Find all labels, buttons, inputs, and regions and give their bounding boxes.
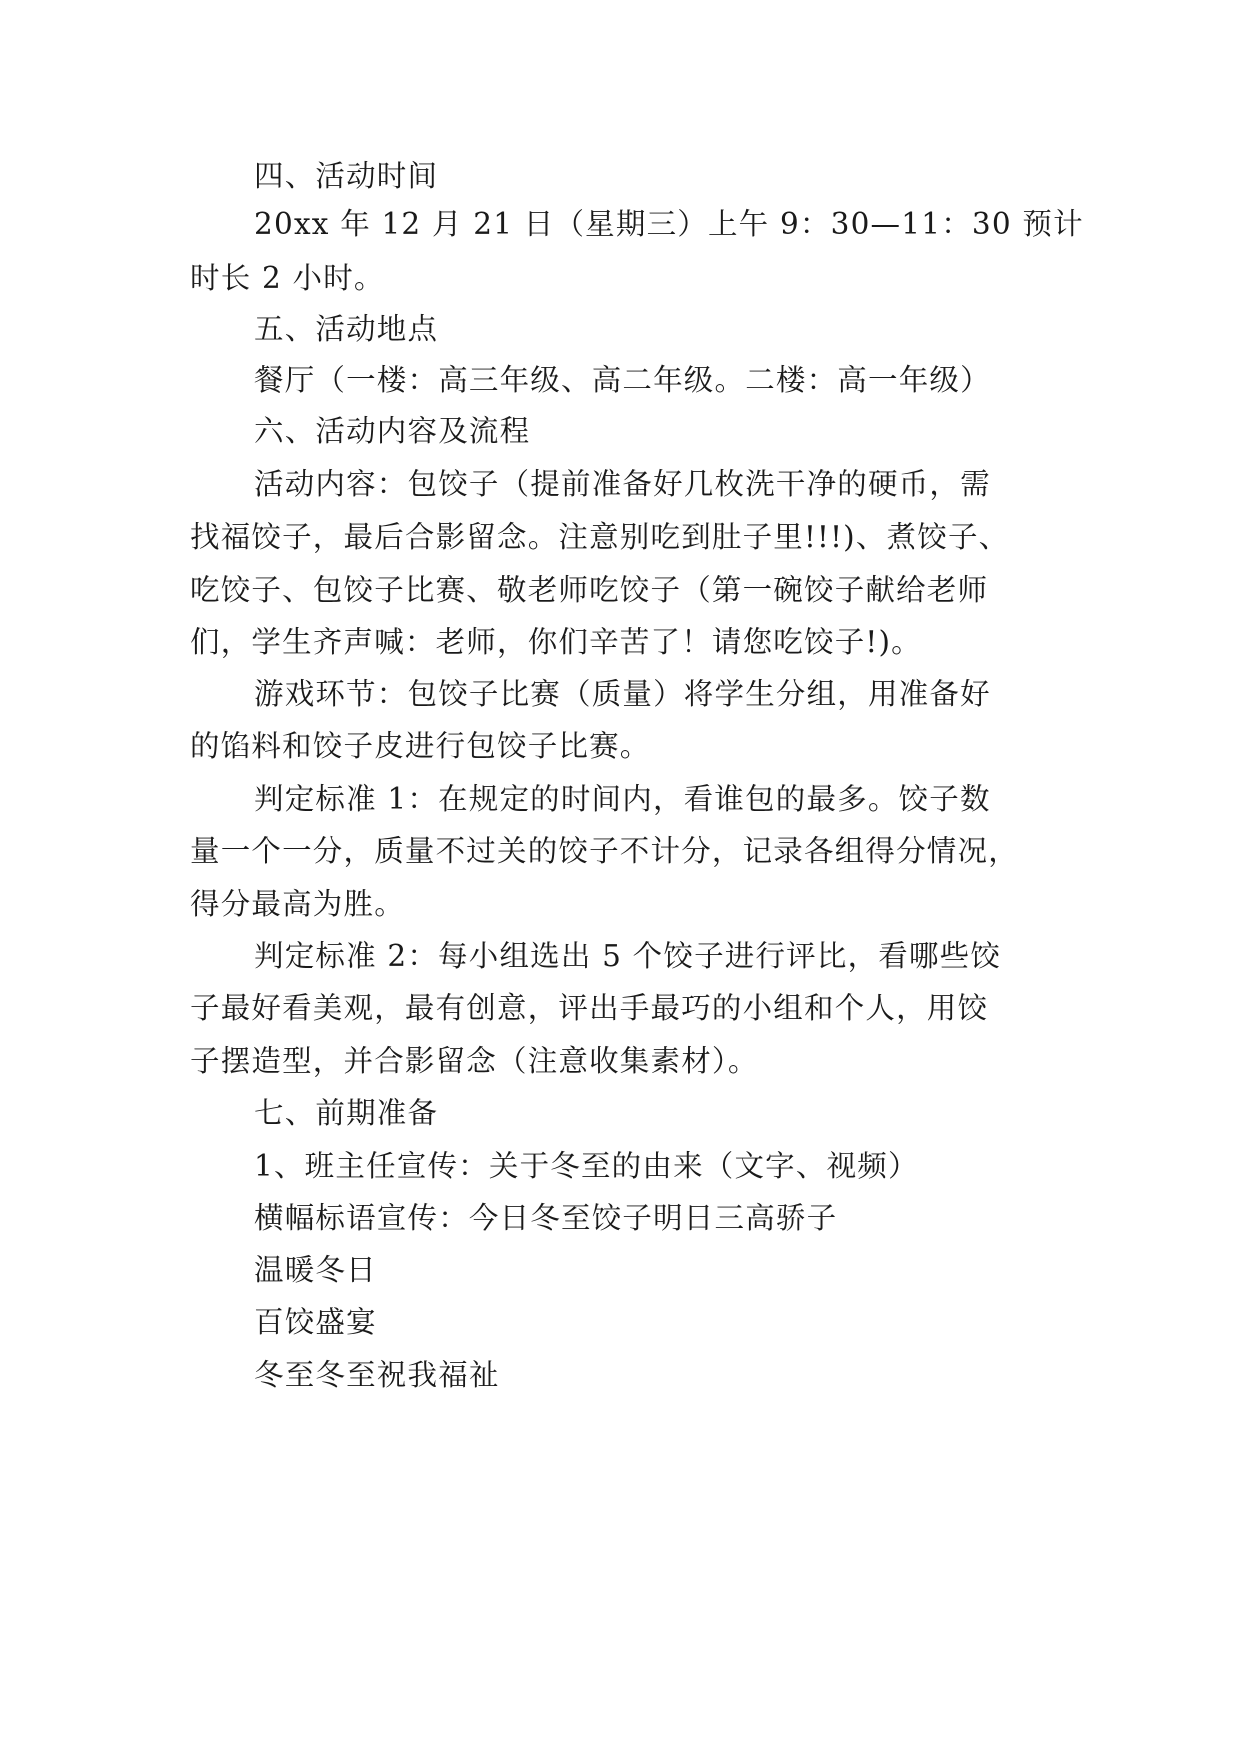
section-heading-activity-location: 五、活动地点 xyxy=(254,312,439,346)
section-heading-preparation: 七、前期准备 xyxy=(254,1096,439,1130)
section-heading-content-and-process: 六、活动内容及流程 xyxy=(254,414,531,448)
paragraph-line: 判定标准 2：每小组选出 5 个饺子进行评比，看哪些饺 xyxy=(254,939,1002,973)
paragraph-line: 判定标准 1：在规定的时间内，看谁包的最多。饺子数 xyxy=(254,782,991,816)
paragraph-line: 们，学生齐声喊：老师，你们辛苦了！请您吃饺子!)。 xyxy=(190,625,922,659)
paragraph-line: 得分最高为胜。 xyxy=(190,887,405,921)
paragraph-line: 活动内容：包饺子（提前准备好几枚洗干净的硬币，需 xyxy=(254,467,991,501)
paragraph-line: 游戏环节：包饺子比赛（质量）将学生分组，用准备好 xyxy=(254,677,991,711)
slogan-line: 温暖冬日 xyxy=(254,1253,377,1287)
paragraph-line: 1、班主任宣传：关于冬至的由来（文字、视频） xyxy=(254,1149,919,1183)
paragraph-line: 子摆造型，并合影留念（注意收集素材）。 xyxy=(190,1044,759,1078)
paragraph-line: 找福饺子，最后合影留念。注意别吃到肚子里!!!)、煮饺子、 xyxy=(190,520,1010,554)
paragraph-line: 20xx 年 12 月 21 日（星期三）上午 9：30—11：30 预计 xyxy=(254,207,1084,241)
section-heading-activity-time: 四、活动时间 xyxy=(254,159,439,193)
paragraph-line: 子最好看美观，最有创意，评出手最巧的小组和个人，用饺 xyxy=(190,991,989,1025)
paragraph-line: 吃饺子、包饺子比赛、敬老师吃饺子（第一碗饺子献给老师 xyxy=(190,573,989,607)
paragraph-line: 横幅标语宣传：今日冬至饺子明日三高骄子 xyxy=(254,1201,838,1235)
paragraph-line: 餐厅（一楼：高三年级、高二年级。二楼：高一年级） xyxy=(254,363,991,397)
slogan-line: 百饺盛宴 xyxy=(254,1305,377,1339)
paragraph-line: 量一个一分，质量不过关的饺子不计分，记录各组得分情况， xyxy=(190,834,1019,868)
paragraph-line: 的馅料和饺子皮进行包饺子比赛。 xyxy=(190,729,651,763)
slogan-line: 冬至冬至祝我福祉 xyxy=(254,1358,500,1392)
paragraph-line: 时长 2 小时。 xyxy=(190,261,385,295)
